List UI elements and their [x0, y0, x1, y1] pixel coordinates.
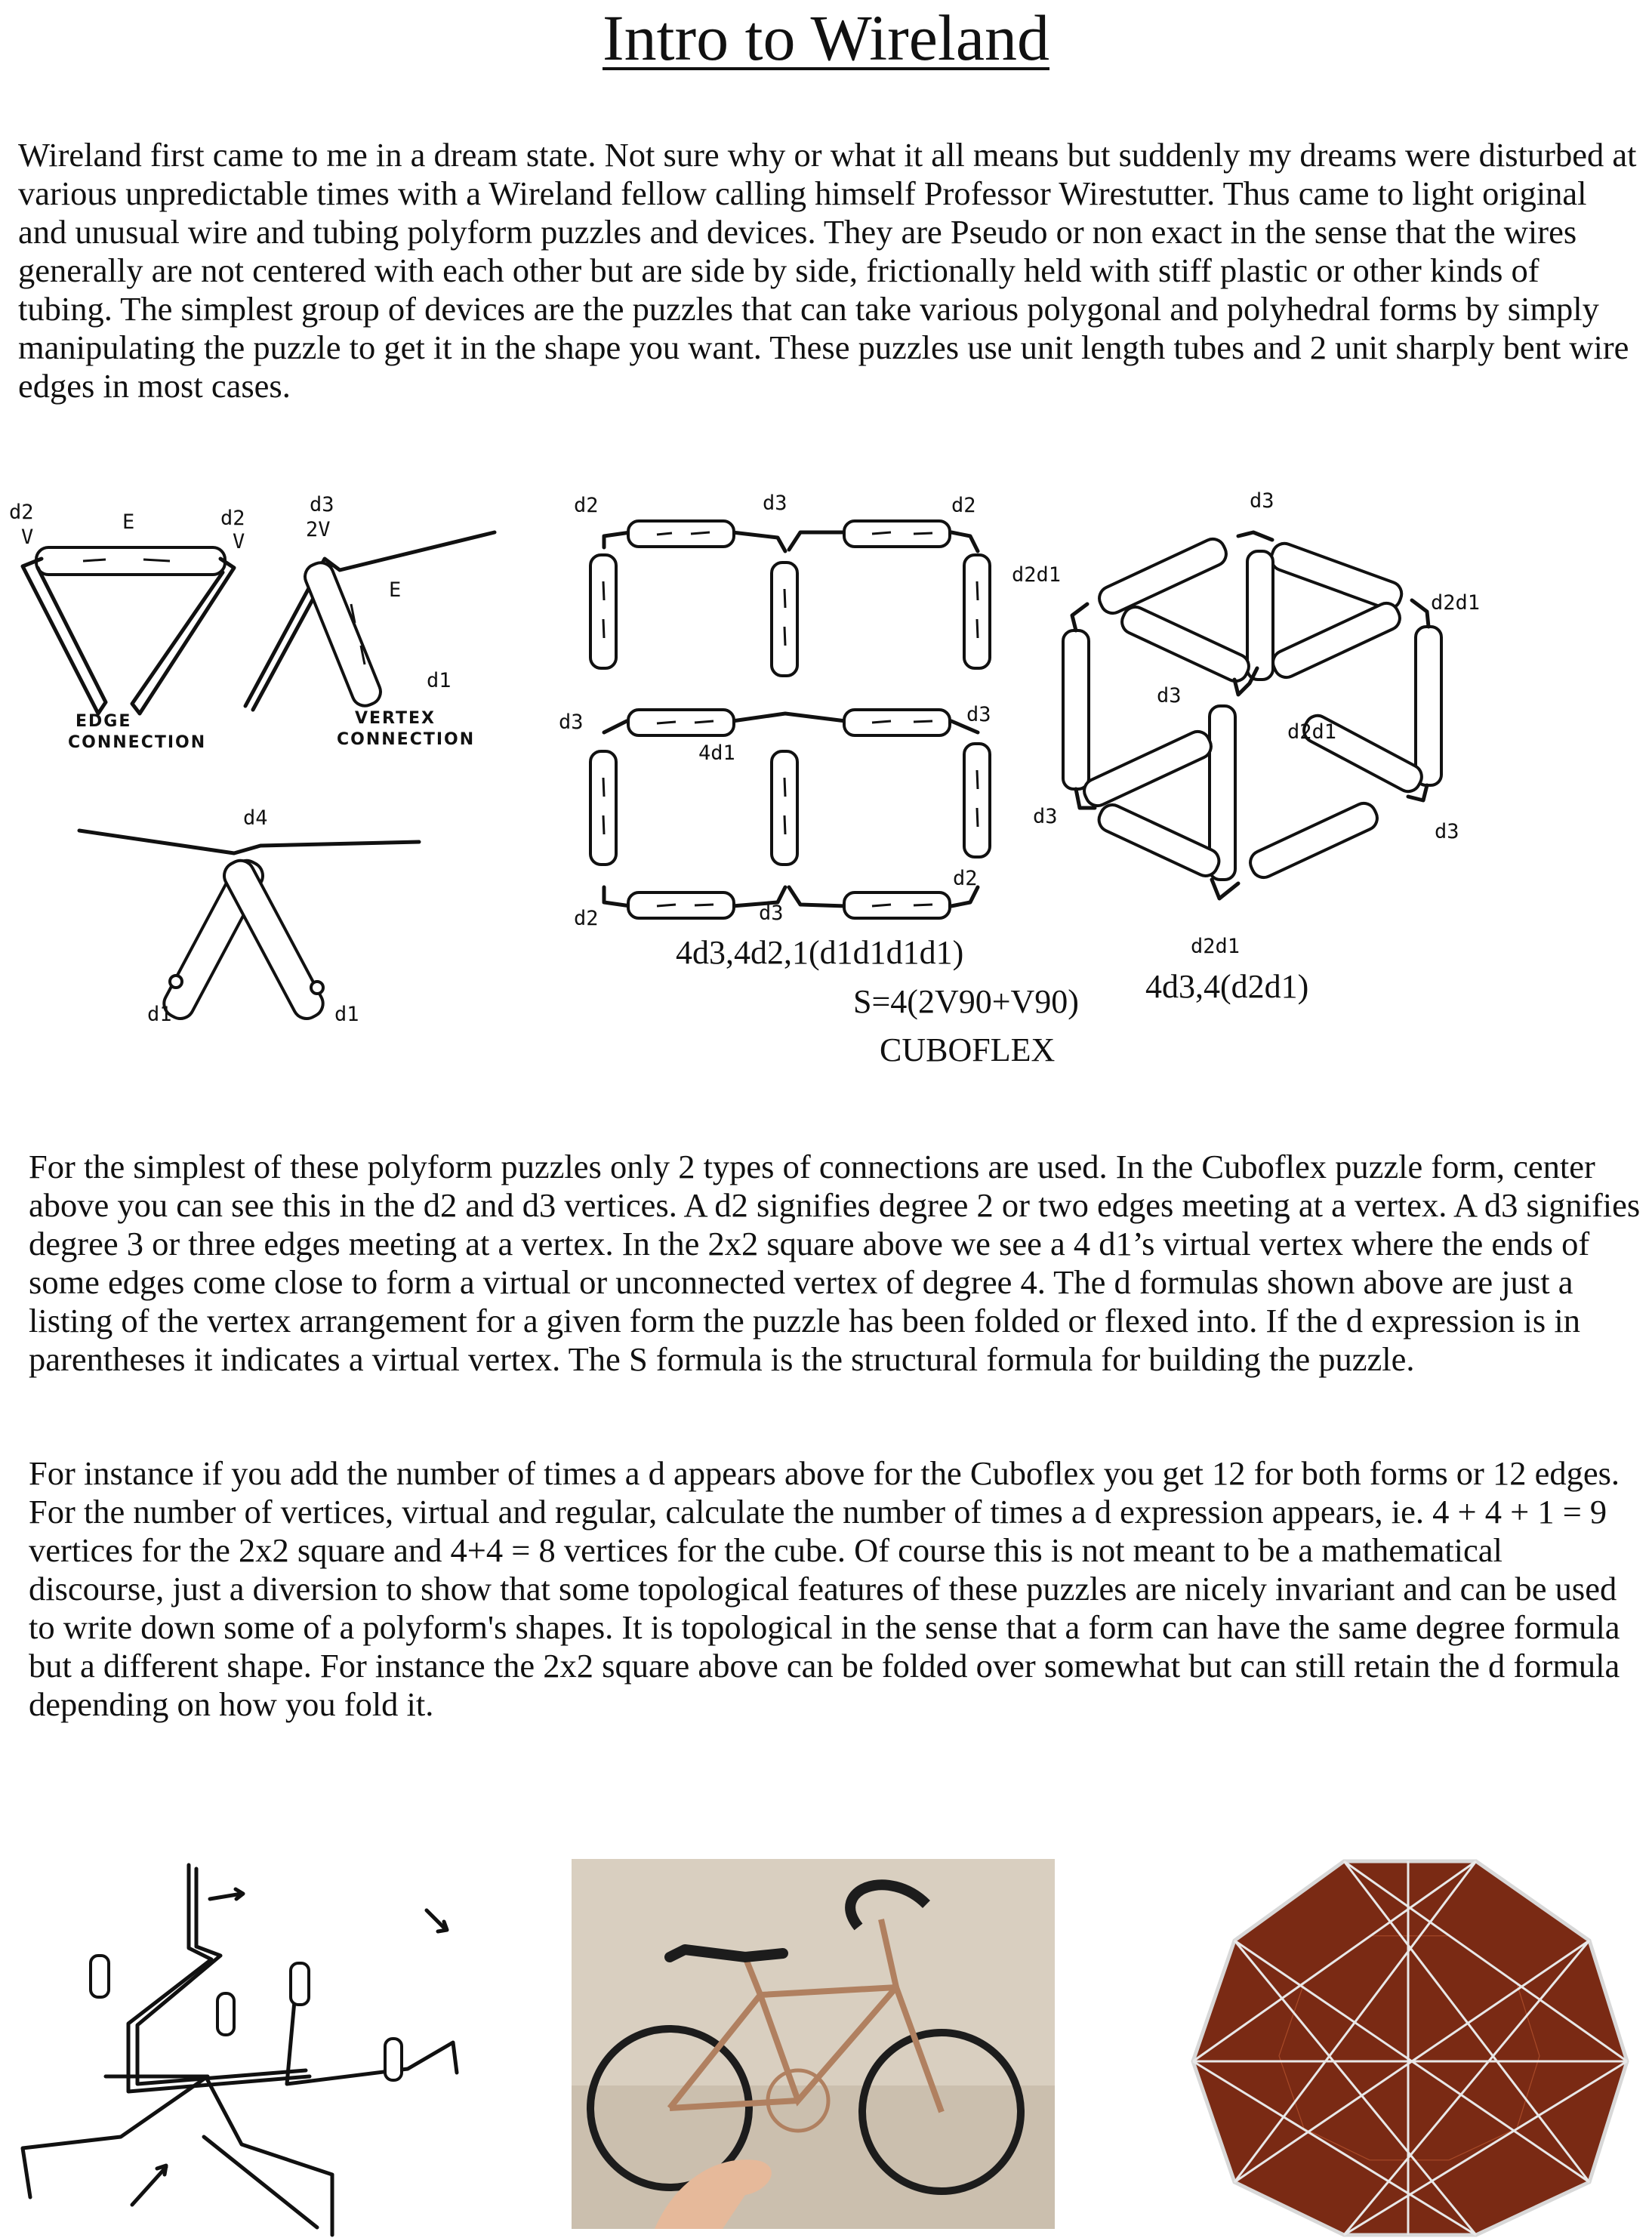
square-d2-bottomleft-label: d2 — [574, 907, 599, 930]
cube-d2d1-inner-label: d2d1 — [1287, 720, 1337, 744]
vertex-caption-line1: VERTEX — [355, 709, 436, 728]
cube-d2d1-topleft-label: d2d1 — [1012, 563, 1062, 587]
square-d3-right-label: d3 — [966, 703, 991, 726]
cube-d3-right-label: d3 — [1435, 820, 1459, 843]
cross-d4-label: d4 — [243, 806, 268, 830]
vertex-e-label: E — [389, 578, 402, 602]
cube-d2d1-right-label: d2d1 — [1431, 591, 1481, 615]
cube-form-drawing — [1063, 532, 1441, 899]
structure-formula: S=4(2V90+V90) — [853, 983, 1079, 1020]
cross-d1-left-label: d1 — [147, 1003, 172, 1026]
square-form-diagram — [559, 491, 1042, 944]
cube-d2d1-bottom-label: d2d1 — [1191, 935, 1241, 958]
edge-e-label: E — [122, 510, 135, 534]
connection-diagram — [8, 483, 529, 1027]
polyhedron-photo — [1182, 1857, 1635, 2235]
vertex-caption-line2: CONNECTION — [337, 730, 476, 749]
page-title: Intro to Wireland — [602, 2, 1049, 74]
square-d3-left-label: d3 — [559, 711, 584, 734]
edge-v-right-label: V — [233, 530, 245, 553]
puzzle-name: CUBOFLEX — [880, 1031, 1056, 1068]
square-d2-topleft-label: d2 — [574, 494, 599, 517]
cube-d3-mid-label: d3 — [1157, 684, 1182, 707]
square-d3-top-label: d3 — [763, 492, 787, 515]
bicycle-photo — [572, 1859, 1055, 2229]
vertex-connection-drawing — [245, 532, 495, 710]
edge-v-left-label: V — [21, 526, 34, 549]
vertex-d1-label: d1 — [427, 669, 452, 692]
vertex-d3-label: d3 — [310, 493, 334, 516]
square-d3-bottom-label: d3 — [759, 902, 784, 925]
edge-connection-drawing — [23, 547, 234, 714]
edge-caption-line1: EDGE — [76, 712, 132, 731]
edge-caption-line2: CONNECTION — [68, 733, 207, 752]
wire-puzzle-drawing — [15, 1857, 498, 2235]
d4-crossing-drawing — [79, 831, 419, 1023]
cube-formula: 4d3,4(d2d1) — [1145, 968, 1309, 1005]
cross-d1-right-label: d1 — [334, 1003, 359, 1026]
square-form-drawing — [590, 521, 990, 918]
cube-d3-left-label: d3 — [1033, 805, 1058, 828]
edge-d2-right-label: d2 — [220, 507, 245, 530]
square-d2-bottomright-label: d2 — [953, 867, 978, 890]
vertex-2v-label: 2V — [306, 518, 331, 541]
square-formula: 4d3,4d2,1(d1d1d1d1) — [676, 934, 964, 971]
intro-paragraph: Wireland first came to me in a dream state. Not sure why or what it all means but suddenly my dreams were disturbed at various unpredictable times with a Wireland fellow calling himself Professor Wirestutter. Thus came to light original and unusual wire and tubing polyform puzzles and devices. They are Pseudo or non exact in the sense that the wires generally are not centered with each other but are side by side, frictionally held with stiff plastic or other kinds of tubing. The simplest group of devices are the puzzles that can take various polygonal and polyhedral forms by simply manipulating the puzzle to get it in the shape you want. These puzzles use unit length tubes and 2 unit sharply bent wire edges in most cases. — [18, 136, 1637, 405]
cube-d3-top-label: d3 — [1250, 489, 1274, 513]
counting-paragraph: For instance if you add the number of times a d appears above for the Cuboflex you get 12 for both forms or 12 edges. For the number of vertices, virtual and regular, calculate the number of times a d expression appears, ie. 4 + 4 + 1 = 9 vertices for the 2x2 square and 4+4 = 8 vertices for the cube. Of course this is not meant to be a mathematical discourse, just a diversion to show that some topological features of these puzzles are nicely invariant and can be used to write down some of a polyform's shapes. It is topological in the sense that a form can have the same degree formula but a different shape. For instance the 2x2 square above can be folded over somewhat but can still retain the d formula depending on how you fold it. — [29, 1454, 1620, 1723]
square-d2-topright-label: d2 — [951, 494, 976, 517]
square-4d1-label: 4d1 — [698, 741, 735, 765]
cube-form-diagram — [1012, 489, 1481, 959]
connections-paragraph: For the simplest of these polyform puzzles only 2 types of connections are used. In the Cuboflex puzzle form, center above you can see this in the d2 and d3 vertices. A d2 signifies degree 2 or two edges meeting at a vertex. A d3 signifies degree 3 or three edges meeting at a vertex. In the 2x2 square above we see a 4 d1’s virtual vertex where the ends of some edges come close to form a virtual or unconnected vertex of degree 4. The d formulas shown above are just a listing of the vertex arrangement for a given form the puzzle has been folded or flexed into. If the d expression is in parentheses it indicates a virtual vertex. The S formula is the structural formula for building the puzzle. — [29, 1148, 1641, 1378]
edge-d2-left-label: d2 — [9, 501, 34, 524]
